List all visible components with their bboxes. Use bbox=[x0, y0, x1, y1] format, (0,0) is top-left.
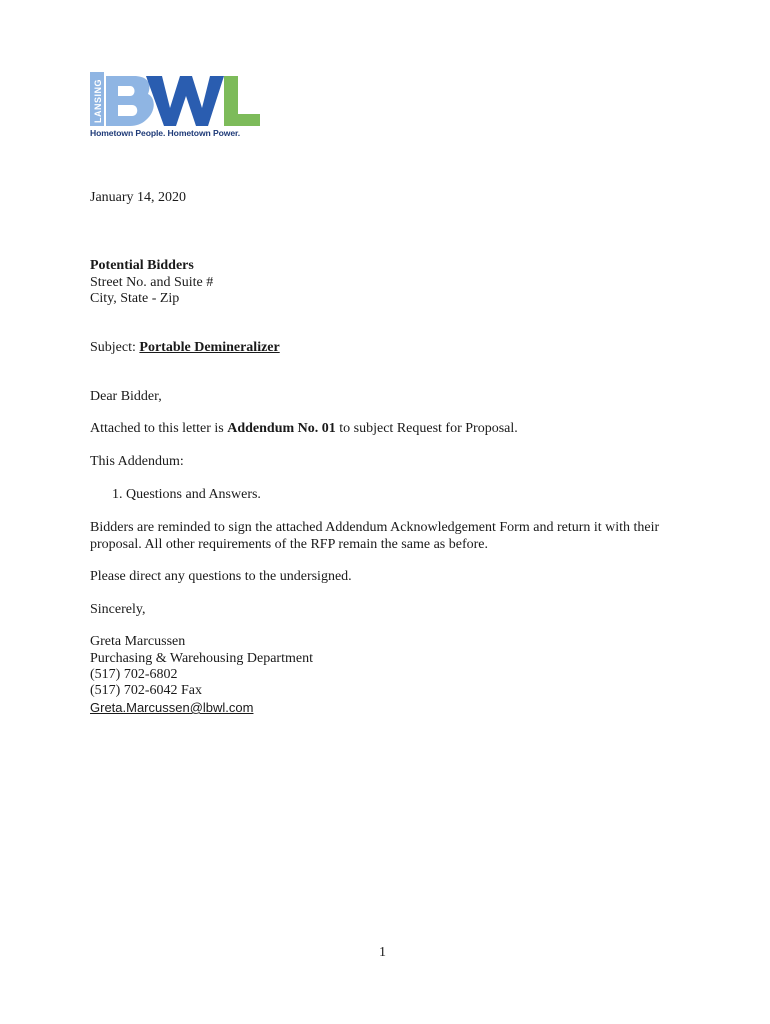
signature-phone: (517) 702-6802 bbox=[90, 667, 178, 682]
bwl-logo bbox=[90, 72, 262, 138]
paragraph-reminder-line2: proposal. All other requirements of the RFP remain the same as before. bbox=[90, 537, 488, 552]
paragraph-reminder-line1: Bidders are reminded to sign the attached Addendum Acknowledgement Form and return it with their bbox=[90, 520, 660, 535]
paragraph-questions: Please direct any questions to the undersigned. bbox=[90, 569, 352, 584]
signature-email-link[interactable]: Greta.Marcussen@lbwl.com bbox=[90, 700, 254, 715]
signature-fax: (517) 702-6042 Fax bbox=[90, 683, 202, 698]
paragraph-this-addendum: This Addendum: bbox=[90, 454, 184, 469]
closing: Sincerely, bbox=[90, 602, 146, 617]
recipient-city: City, State - Zip bbox=[90, 291, 180, 306]
bwl-logo-mark bbox=[90, 72, 262, 128]
signature-name: Greta Marcussen bbox=[90, 634, 186, 649]
page-number: 1 bbox=[379, 945, 386, 960]
subject-line bbox=[90, 340, 280, 356]
addendum-number: Addendum No. 01 bbox=[227, 421, 336, 436]
subject-value: Portable Demineralizer bbox=[139, 340, 280, 355]
logo-side-text: LANSING bbox=[93, 79, 103, 123]
paragraph-attached-post: to subject Request for Proposal. bbox=[339, 421, 518, 436]
salutation: Dear Bidder, bbox=[90, 389, 162, 404]
recipient-name: Potential Bidders bbox=[90, 258, 194, 273]
list-item: 1. Questions and Answers. bbox=[112, 487, 261, 502]
paragraph-attached-pre: Attached to this letter is bbox=[90, 421, 224, 436]
paragraph-attached bbox=[90, 421, 518, 437]
recipient-street: Street No. and Suite # bbox=[90, 275, 214, 290]
letter-date: January 14, 2020 bbox=[90, 190, 187, 205]
signature-department: Purchasing & Warehousing Department bbox=[90, 651, 313, 666]
logo-tagline: Hometown People. Hometown Power. bbox=[90, 128, 241, 138]
subject-label: Subject: bbox=[90, 340, 136, 355]
